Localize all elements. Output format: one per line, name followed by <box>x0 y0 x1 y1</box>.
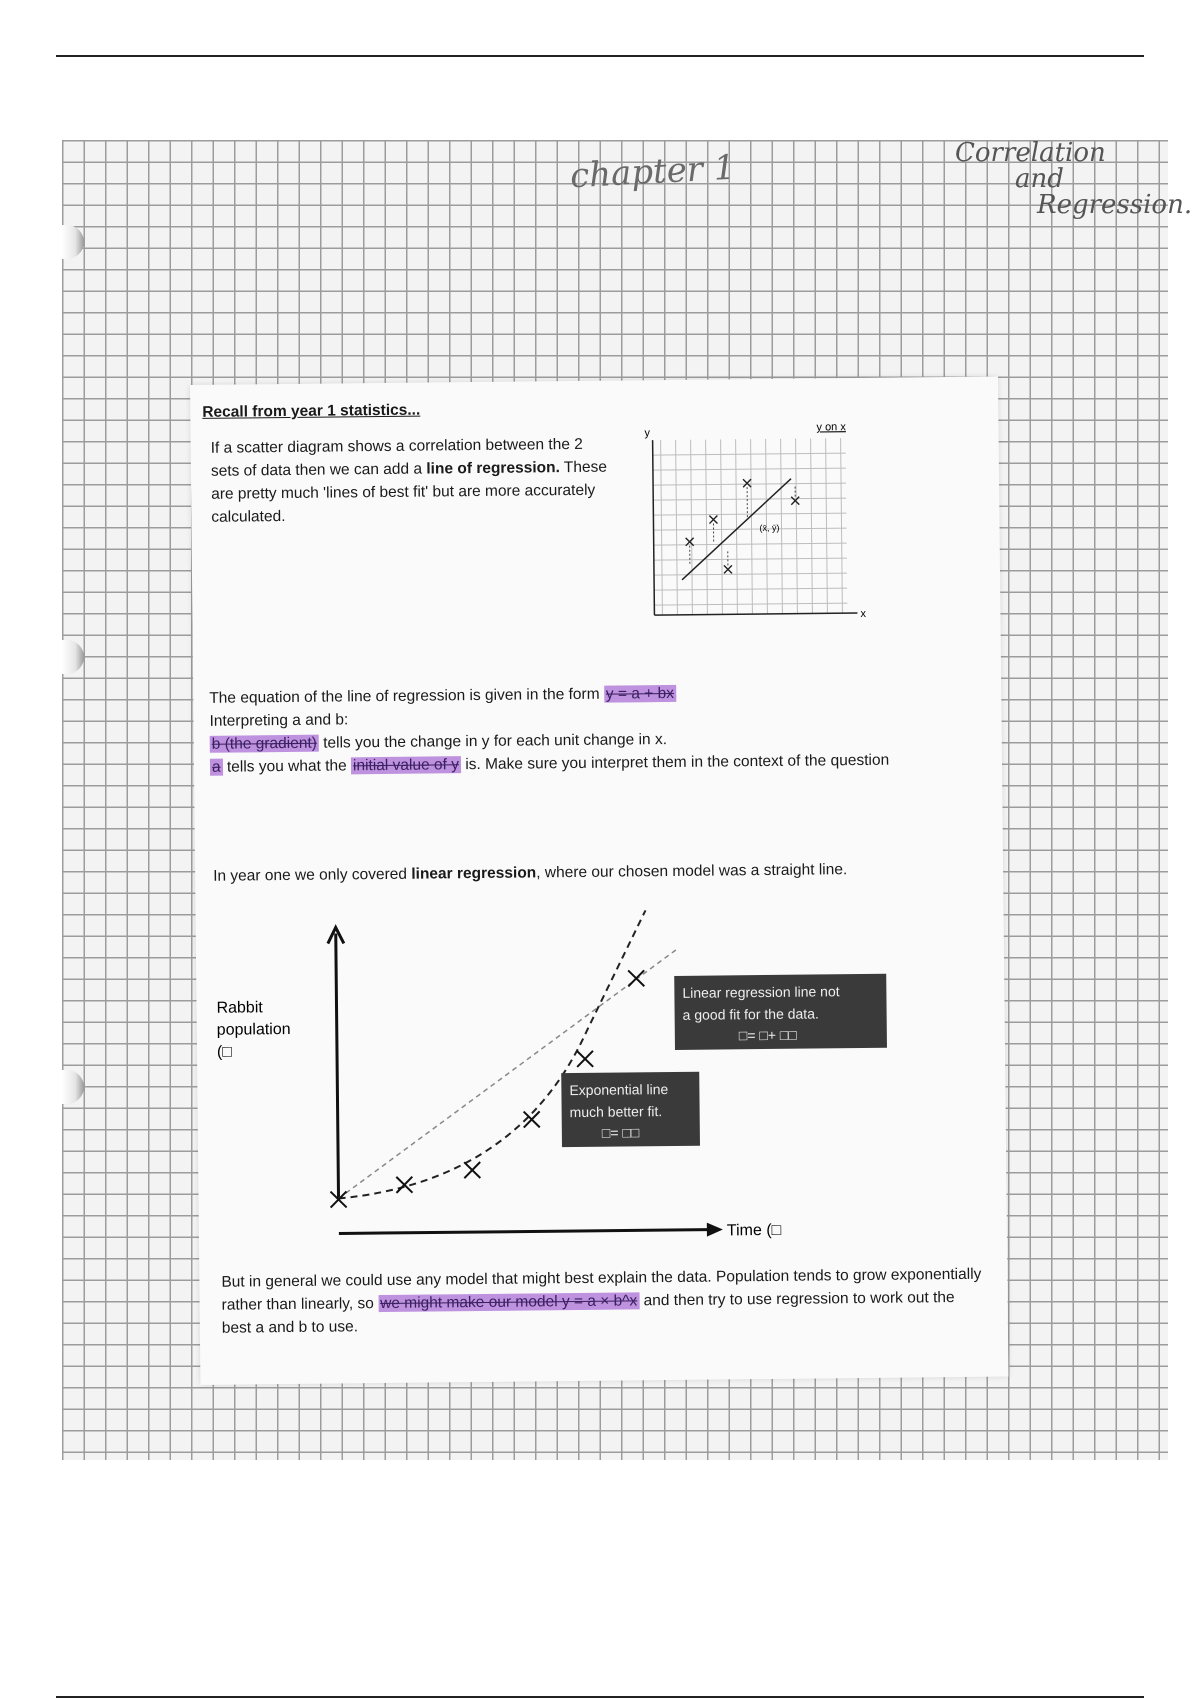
exp-callout-line: much better fit. <box>569 1103 663 1121</box>
bottom-rule <box>56 1696 1144 1698</box>
x-axis-label: Time (□ <box>726 1221 782 1240</box>
general-text: and then try to use regression to work out the best a and b to use. <box>221 1289 955 1337</box>
equation-text: The equation of the line of regression is given in the form <box>209 685 604 707</box>
a-highlight: a <box>211 758 221 776</box>
a-value-highlight: initial value of y <box>352 756 460 775</box>
b-highlight: b (the gradient) <box>211 734 317 753</box>
y-axis <box>336 934 339 1199</box>
intro-bold-term: line of regression. <box>426 459 560 478</box>
equation-highlight: y = a + bx <box>605 684 675 703</box>
linear-callout-line: a good fit for the data. <box>682 1005 819 1023</box>
interpreting-line: Interpreting a and b: <box>209 711 349 730</box>
y-axis-label-line: population <box>216 1020 291 1039</box>
worksheet-heading: Recall from year 1 statistics... <box>202 401 421 421</box>
exp-callout-line: Exponential line <box>569 1081 669 1099</box>
linear-bold-term: linear regression <box>411 864 537 883</box>
y-axis-label-line: Rabbit <box>216 999 263 1017</box>
linear-callout-line: □= □+ □□ <box>738 1026 797 1044</box>
y-axis <box>653 440 655 615</box>
general-text: But in general we could use any model that might best explain the data. Population tends to grow exponentially rather than linearly, so <box>221 1265 982 1314</box>
x-axis <box>339 1230 719 1234</box>
a-text: is. Make sure you interpret them in the context of the question <box>460 751 890 774</box>
handwritten-topic-note <box>955 140 1192 218</box>
intro-text: These are pretty much 'lines of best fit' but are more accurately calculated. <box>211 458 608 526</box>
rabbit-population-chart <box>216 907 939 1245</box>
exp-callout-line: □= □□ <box>601 1124 640 1141</box>
a-text: tells you what the <box>222 757 352 776</box>
linear-text: In year one we only covered <box>213 865 412 885</box>
mini-chart-title: y on x <box>816 421 846 434</box>
printed-worksheet <box>190 377 1008 1385</box>
mini-y-label: y <box>644 427 651 440</box>
intro-paragraph <box>211 433 612 529</box>
top-rule <box>56 55 1144 57</box>
general-model-paragraph <box>221 1263 982 1340</box>
handwritten-chapter-title: chapter 1 <box>569 147 737 197</box>
handwritten-line: Regression. <box>1037 190 1193 220</box>
handwritten-line: Correlation <box>955 138 1106 168</box>
exponential-fit-line <box>336 910 649 1198</box>
linear-callout-line: Linear regression line not <box>682 983 840 1001</box>
mean-point-label: (x̄, ȳ) <box>759 522 780 534</box>
intro-text: If a scatter diagram shows a correlation between the 2 sets of data then we can add a <box>210 435 583 480</box>
equation-paragraph <box>209 679 970 779</box>
model-highlight: we might make our model y = a × b^x <box>380 1292 638 1313</box>
x-axis <box>654 613 857 615</box>
b-text: tells you the change in y for each unit change in x. <box>318 731 668 752</box>
regression-mini-chart <box>630 418 872 631</box>
y-axis-label-line: (□ <box>216 1043 233 1061</box>
linear-regression-paragraph <box>213 857 973 888</box>
handwritten-line: and <box>1015 164 1064 194</box>
mini-x-label: x <box>860 607 866 620</box>
linear-text: , where our chosen model was a straight line. <box>536 861 848 882</box>
